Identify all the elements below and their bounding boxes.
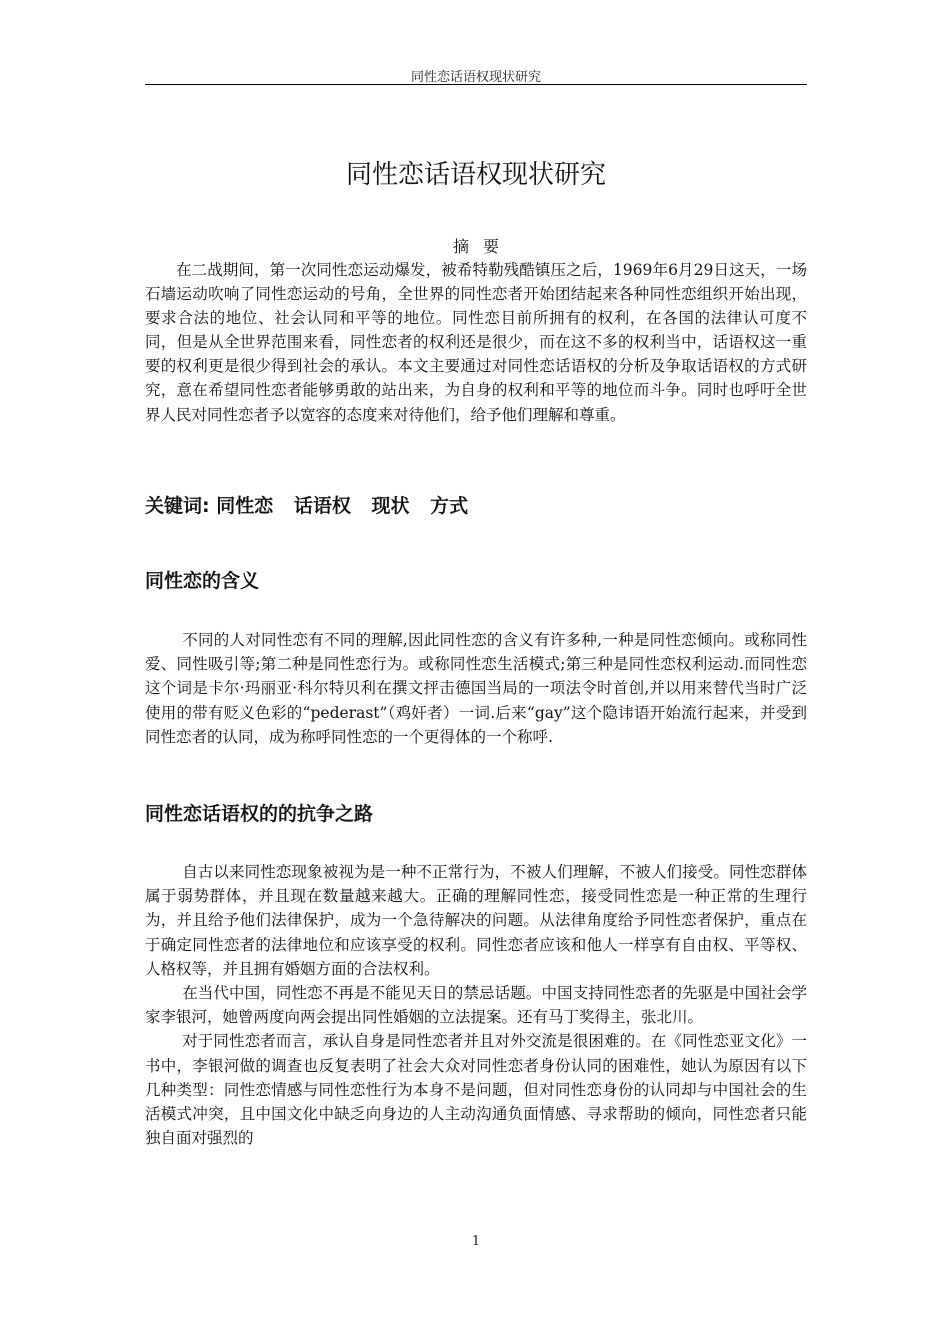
paragraph: 对于同性恋者而言，承认自身是同性恋者并且对外交流是很困难的。在《同性恋亚文化》一书中，李银河做的调查也反复表明了社会大众对同性恋者身份认同的困难性，她认为原因有以下几种类型：同性恋情感与同性恋性行为本身不是问题，但对同性恋身份的认同却与中国社会的生活模式冲突，且中国文化中缺乏向身边的人主动沟通负面情感、寻求帮助的倾向，同性恋者只能独自面对强烈的: [145, 1032, 807, 1148]
paragraph: 自古以来同性恋现象被视为是一种不正常行为，不被人们理解，不被人们接受。同性恋群体属于弱势群体，并且现在数量越来越大。正确的理解同性恋，接受同性恋是一种正常的生理行为，并且给予他们法律保护，成为一个急待解决的问题。从法律角度给予同性恋者保护，重点在于确定同性恋者的法律地位和应该享受的权利。同性恋者应该和他人一样享有自由权、平等权、人格权等，并且拥有婚姻方面的合法权利。: [145, 863, 807, 978]
keywords-label: 关键词:: [145, 495, 210, 517]
document-title: 同性恋话语权现状研究: [345, 160, 606, 190]
running-header: 同性恋话语权现状研究: [410, 70, 541, 85]
keyword: 现状: [371, 495, 410, 517]
paragraph: 在当代中国，同性恋不再是不能见天日的禁忌话题。中国支持同性恋者的先驱是中国社会学家李银河，她曾两度向两会提出同性婚姻的立法提案。还有马丁奖得主，张北川。: [145, 984, 807, 1027]
section-heading-struggle: 同性恋话语权的的抗争之路: [145, 803, 374, 825]
section-body-struggle: [145, 860, 807, 1150]
header-rule: [145, 84, 807, 85]
section-body-meaning: [145, 628, 807, 749]
paragraph: 不同的人对同性恋有不同的理解,因此同性恋的含义有许多种,一种是同性恋倾向。或称同性爱、同性吸引等;第二种是同性恋行为。或称同性恋生活模式;第三种是同性恋权利运动.而同性恋这个词是卡尔·玛丽亚·科尔特贝利在撰文抨击德国当局的一项法令时首创,并以用来替代当时广泛使用的带有贬义色彩的“pederast”（鸡奸者）一词.后来“gay”这个隐讳语开始流行起来，并受到同性恋者的认同，成为称呼同性恋的一个更得体的一个称呼.: [145, 631, 807, 746]
keyword: 方式: [430, 495, 469, 517]
abstract-text: 在二战期间，第一次同性恋运动爆发，被希特勒残酷镇压之后，1969年6月29日这天，一场石墙运动吹响了同性恋运动的号角，全世界的同性恋者开始团结起来各种同性恋组织开始出现，要求合法的地位、社会认同和平等的地位。同性恋目前所拥有的权利，在各国的法律认可度不同，但是从全世界范围来看，同性恋者的权利还是很少，而在这不多的权利当中，话语权这一重要的权利更是很少得到社会的承认。本文主要通过对同性恋话语权的分析及争取话语权的方式研究，意在希望同性恋者能够勇敢的站出来，为自身的权利和平等的地位而斗争。同时也呼吁全世界人民对同性恋者予以宽容的态度来对待他们，给予他们理解和尊重。: [145, 261, 807, 424]
page-number: 1: [471, 1234, 481, 1249]
keywords-line: [145, 491, 807, 518]
keyword: 话语权: [293, 495, 351, 517]
section-heading-meaning: 同性恋的含义: [145, 570, 260, 592]
abstract-heading: 摘要: [452, 237, 513, 256]
keyword: 同性恋: [216, 495, 274, 517]
